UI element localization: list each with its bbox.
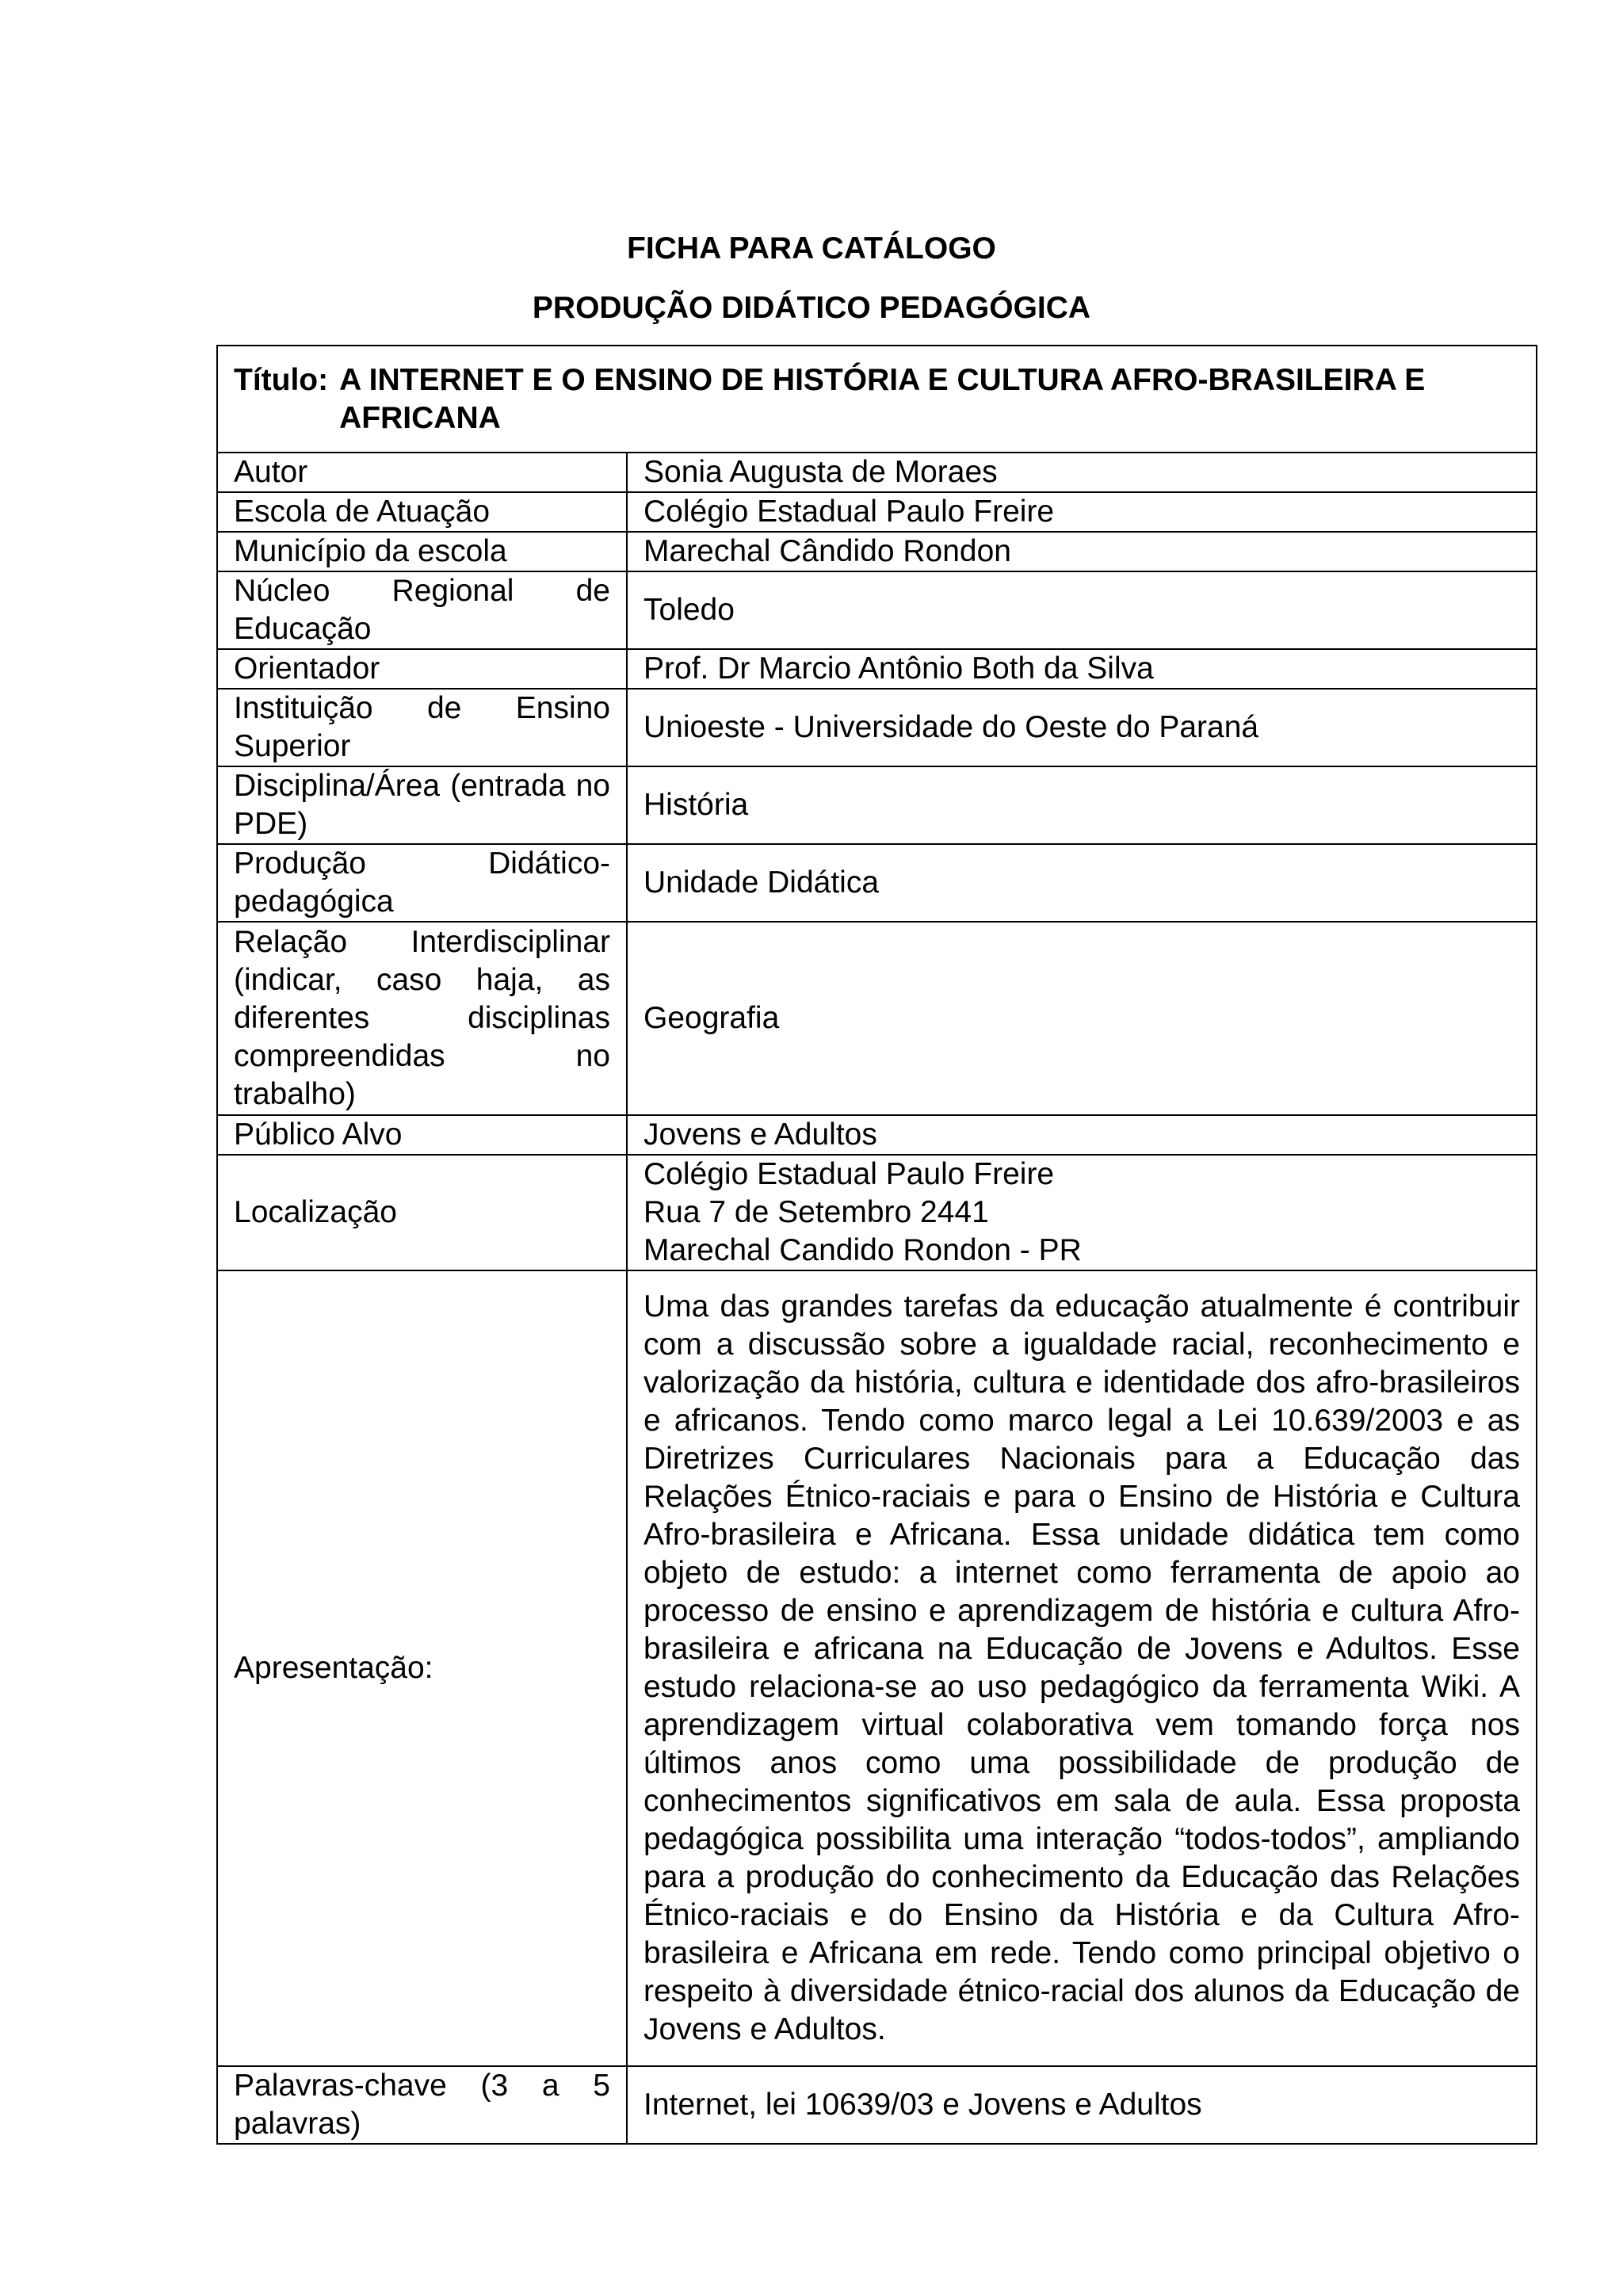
table-row: [217, 844, 1537, 922]
municipality-label: Município da escola: [217, 532, 627, 571]
audience-label: Público Alvo: [217, 1115, 627, 1155]
title-row: [217, 346, 1537, 453]
title-value: A INTERNET E O ENSINO DE HISTÓRIA E CULTURA AFRO-BRASILEIRA E AFRICANA: [339, 362, 1426, 435]
table-row: [217, 2066, 1537, 2144]
table-row: [217, 649, 1537, 689]
production-label: Produção Didático-pedagógica: [217, 844, 627, 922]
institution-label: Instituição de Ensino Superior: [217, 689, 627, 766]
advisor-value: Prof. Dr Marcio Antônio Both da Silva: [627, 649, 1537, 689]
table-row: [217, 689, 1537, 766]
location-line: Rua 7 de Setembro 2441: [643, 1195, 989, 1229]
table-row: [217, 1115, 1537, 1155]
table-row: [217, 453, 1537, 492]
table-row: [217, 492, 1537, 532]
title-label: Título:: [234, 362, 329, 397]
catalog-table: [216, 345, 1537, 2145]
author-value: Sonia Augusta de Moraes: [627, 453, 1537, 492]
table-row: [217, 1155, 1537, 1270]
interdisciplinary-value: Geografia: [627, 922, 1537, 1115]
discipline-label: Disciplina/Área (entrada no PDE): [217, 766, 627, 844]
presentation-value: Uma das grandes tarefas da educação atualmente é contribuir com a discussão sobre a igualdade racial, reconhecimento e valorização da história, cultura e identidade dos afro-brasileiros e africanos. Tendo como marco legal a Lei 10.639/2003 e as Diretrizes Curriculares Nacionais para a Educação das Relações Étnico-raciais e para o Ensino de História e Cultura Afro-brasileira e Africana. Essa unidade didática tem como objeto de estudo: a internet como ferramenta de apoio ao processo de ensino e aprendizagem de história e cultura Afro-brasileira e africana na Educação de Jovens e Adultos. Esse estudo relaciona-se ao uso pedagógico da ferramenta Wiki. A aprendizagem virtual colaborativa vem tomando força nos últimos anos como uma possibilidade de produção de conhecimentos significativos em sala de aula. Essa proposta pedagógica possibilita uma interação “todos-todos”, ampliando para a produção do conhecimento da Educação das Relações Étnico-raciais e do Ensino da História e da Cultura Afro-brasileira e Africana em rede. Tendo como principal objetivo o respeito à diversidade étnico-racial dos alunos da Educação de Jovens e Adultos.: [627, 1270, 1537, 2066]
advisor-label: Orientador: [217, 649, 627, 689]
regional-nucleus-label: Núcleo Regional de Educação: [217, 571, 627, 649]
discipline-value: História: [627, 766, 1537, 844]
institution-value: Unioeste - Universidade do Oeste do Paraná: [627, 689, 1537, 766]
location-value: [627, 1155, 1537, 1270]
presentation-label: Apresentação:: [217, 1270, 627, 2066]
title-cell: [217, 346, 1537, 453]
keywords-label: Palavras-chave (3 a 5 palavras): [217, 2066, 627, 2144]
table-row: [217, 922, 1537, 1115]
production-value: Unidade Didática: [627, 844, 1537, 922]
document-subtitle: PRODUÇÃO DIDÁTICO PEDAGÓGICA: [532, 291, 1091, 325]
location-label: Localização: [217, 1155, 627, 1270]
regional-nucleus-value: Toledo: [627, 571, 1537, 649]
location-line: Marechal Candido Rondon - PR: [643, 1233, 1082, 1267]
location-line: Colégio Estadual Paulo Freire: [643, 1157, 1055, 1191]
interdisciplinary-label: Relação Interdisciplinar (indicar, caso haja, as diferentes disciplinas compreendidas no trabalho): [217, 922, 627, 1115]
school-value: Colégio Estadual Paulo Freire: [627, 492, 1537, 532]
table-row: [217, 766, 1537, 844]
audience-value: Jovens e Adultos: [627, 1115, 1537, 1155]
table-row: [217, 571, 1537, 649]
document-title: FICHA PARA CATÁLOGO: [627, 231, 996, 266]
school-label: Escola de Atuação: [217, 492, 627, 532]
author-label: Autor: [217, 453, 627, 492]
keywords-value: Internet, lei 10639/03 e Jovens e Adultos: [627, 2066, 1537, 2144]
municipality-value: Marechal Cândido Rondon: [627, 532, 1537, 571]
table-row: [217, 1270, 1537, 2066]
table-row: [217, 532, 1537, 571]
